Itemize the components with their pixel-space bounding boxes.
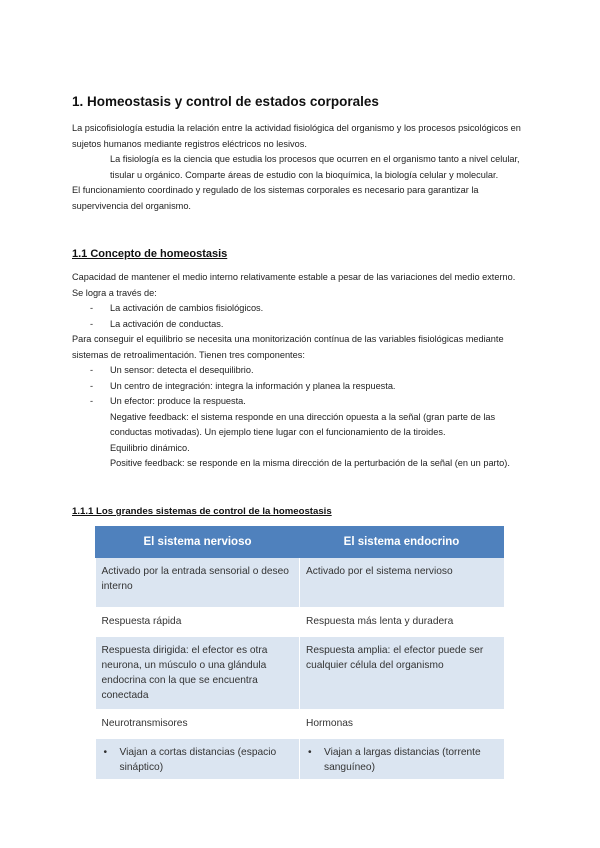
list-item: - La activación de cambios fisiológicos. <box>72 301 522 317</box>
table-row <box>96 558 504 608</box>
section-1-1-title: 1.1 Concepto de homeostasis <box>72 248 228 260</box>
table-cell <box>300 739 504 780</box>
table-header-row <box>96 527 504 558</box>
coordination-paragraph: El funcionamiento coordinado y regulado de los sistemas corporales es necesario para garantizar la supervivencia del organismo. <box>72 185 479 211</box>
table-cell: Neurotransmisores <box>96 710 300 739</box>
table-cell: Respuesta dirigida: el efector es otra neurona, un músculo o una glándula endocrina con la que se encuentra conectada <box>96 637 300 710</box>
bullet-item: • Viajan a largas distancias (torrente sanguíneo) <box>306 745 498 775</box>
table-cell: Activado por la entrada sensorial o deseo interno <box>96 558 300 608</box>
table-row <box>96 637 504 710</box>
dynamic-equilibrium-text: Equilibrio dinámico. <box>110 442 190 453</box>
components-list <box>72 363 522 410</box>
mechanisms-list <box>72 301 522 332</box>
table-cell: Activado por el sistema nervioso <box>300 558 504 608</box>
section-1-body <box>72 121 522 214</box>
comparison-table <box>95 526 504 780</box>
table-cell: Hormonas <box>300 710 504 739</box>
table-row <box>96 739 504 780</box>
table-row <box>96 608 504 637</box>
list-item: - Un efector: produce la respuesta. <box>72 394 522 410</box>
table-row <box>96 710 504 739</box>
list-item: - La activación de conductas. <box>72 317 522 333</box>
physiology-paragraph: La fisiología es la ciencia que estudia los procesos que ocurren en el organismo tanto a nivel celular, tisular u orgánico. Comparte áreas de estudio con la bioquímica, la biología celular y molecular. <box>110 154 520 180</box>
header-nervous-system: El sistema nervioso <box>96 527 300 558</box>
homeostasis-definition: Capacidad de mantener el medio interno relativamente estable a pesar de las variaciones del medio externo. Se logra a través de: <box>72 272 516 298</box>
section-1-1-1-title: 1.1.1 Los grandes sistemas de control de la homeostasis <box>72 506 332 517</box>
section-1-title: 1. Homeostasis y control de estados corporales <box>72 94 379 109</box>
list-item: - Un centro de integración: integra la información y planea la respuesta. <box>72 379 522 395</box>
intro-paragraph: La psicofisiología estudia la relación entre la actividad fisiológica del organismo y los procesos psicológicos en sujetos humanos mediante registros eléctricos no lesivos. <box>72 123 521 149</box>
table-cell: Respuesta rápida <box>96 608 300 637</box>
negative-feedback-text: Negative feedback: el sistema responde en una dirección opuesta a la señal (gran parte de las conductas motivadas). Un ejemplo tiene lugar con el funcionamiento de la tiroides. <box>110 411 496 437</box>
feedback-paragraph: Para conseguir el equilibrio se necesita una monitorización contínua de las variables fisiológicas mediante sistemas de retroalimentación. Tienen tres componentes: <box>72 334 504 360</box>
section-1-1-body <box>72 270 522 472</box>
header-endocrine-system: El sistema endocrino <box>300 527 504 558</box>
table-cell <box>96 739 300 780</box>
list-item: - Un sensor: detecta el desequilibrio. <box>72 363 522 379</box>
table-cell: Respuesta amplia: el efector puede ser cualquier célula del organismo <box>300 637 504 710</box>
positive-feedback-text: Positive feedback: se responde en la misma dirección de la perturbación de la señal (en un parto). <box>110 458 510 468</box>
bullet-item: • Viajan a cortas distancias (espacio sináptico) <box>102 745 294 775</box>
table-cell: Respuesta más lenta y duradera <box>300 608 504 637</box>
